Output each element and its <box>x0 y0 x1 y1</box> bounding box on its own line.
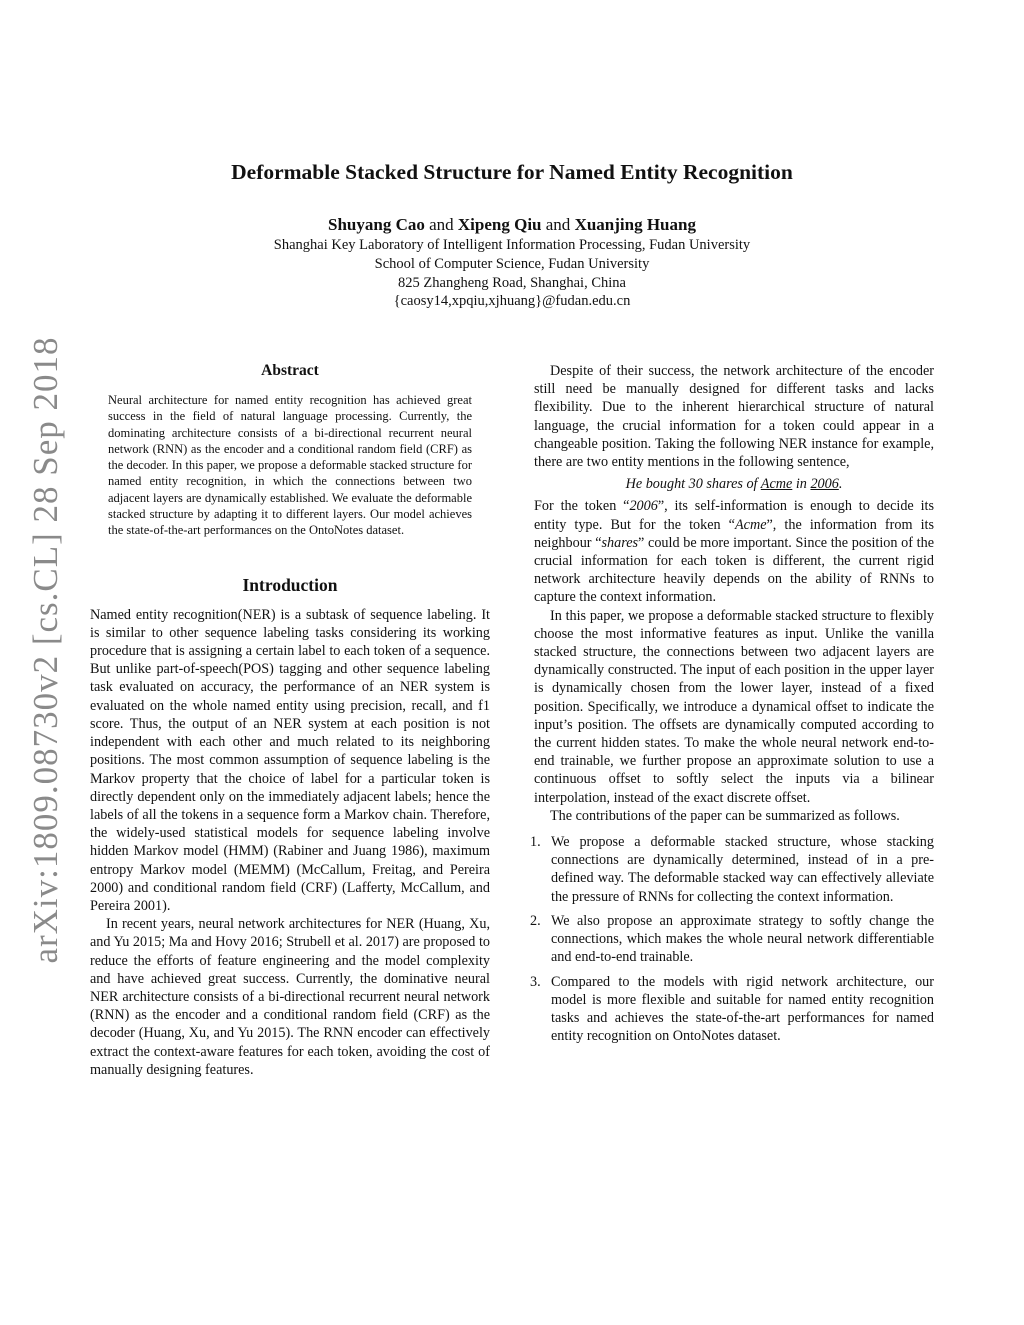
affiliation-line: 825 Zhangheng Road, Shanghai, China <box>398 274 626 291</box>
intro-paragraph-2: In recent years, neural network architectures for NER (Huang, Xu, and Yu 2015; Ma and Hovy 2016; Strubell et al. 2017) are proposed to reduce the efforts of feature engineering and the model complexity and have achieved great success. Currently, the dominative neural NER architecture consists of a bi-directional recurrent neural network (RNN) as the encoder and a conditional random field (CRF) as the decoder (Huang, Xu, and Yu 2015). The RNN encoder can effectively extract the context-aware features for each token, avoiding the cost of manually designing features. <box>90 916 490 1078</box>
left-column <box>90 362 490 1079</box>
affiliation-line: Shanghai Key Laboratory of Intelligent Information Processing, Fudan University <box>273 237 751 253</box>
author-2: Xipeng Qiu <box>457 215 542 234</box>
example-sentence <box>534 475 934 493</box>
author-3: Xuanjing Huang <box>574 215 696 234</box>
intro-paragraph-3: Despite of their success, the network architecture of the encoder still need be manually designed for different tasks and lacks flexibility. Due to the inherent hierarchical structure of natural language, the crucial information for a token could appear in a changeable position. Taking the following NER instance for example, there are two entity mentions in the following sentence, <box>534 363 934 471</box>
contribution-text: We propose a deformable stacked structure, whose stacking connections are dynamically determined, instead of in a pre-defined way. The deformable stacked way can effectively alleviate the pressure of RNNs for collecting the context information. <box>551 834 934 905</box>
contribution-text: Compared to the models with rigid network architecture, our model is more flexible and suitable for named entity recognition tasks and achieves the state-of-the-art performances for named entity recognition on OntoNotes dataset. <box>551 973 934 1045</box>
introduction-heading: Introduction <box>242 574 338 595</box>
example-entity-2006: 2006 <box>810 476 839 493</box>
abstract-text: Neural architecture for named entity recognition has achieved great success in the field of natural language processing. Currently, the dominating architecture consists of a bi-directional recurrent neural network (RNN) as the encoder and a conditional random field (CRF) as the decoder. In this paper, we propose a deformable stacked structure for named entity recognition, in which the connections between two adjacent layers are dynamically established. We evaluate the deformable stacked structure by adapting it to different layers. Our model achieves the state-of-the-art performances on the OntoNotes dataset. <box>108 393 472 538</box>
arxiv-identifier: arXiv:1809.08730v2 [cs.CL] 28 Sep 2018 <box>26 336 65 964</box>
paragraph-text: ”, the information from its neighbour “ <box>534 516 934 551</box>
author-1: Shuyang Cao <box>328 215 425 234</box>
token-acme: Acme <box>734 516 767 533</box>
contribution-text: We also propose an approximate strategy to softly change the connections, which makes the whole neural network differentiable and end-to-end trainable. <box>551 912 934 966</box>
author-separator: and <box>545 215 571 234</box>
author-line <box>0 215 1024 235</box>
token-2006: 2006 <box>629 498 658 515</box>
list-number: 3. <box>530 973 541 990</box>
contribution-item <box>530 973 934 1046</box>
example-entity-acme: Acme <box>760 476 793 493</box>
intro-paragraph-6: The contributions of the paper can be summarized as follows. <box>550 807 900 824</box>
intro-paragraph-5: In this paper, we propose a deformable stacked structure to flexibly choose the most informative features as input. Unlike the vanilla stacked structure, the connections between two adjacent layers are dynamically constructed. The input of each position in the upper layer is dynamically chosen from the lower layer, instead of a fixed position. Specifically, we introduce a dynamical offset to indicate the input’s position. The offsets are dynamically computed according to the current hidden states. To make the whole neural network end-to-end trainable, we further propose an approximate solution to use a continuous offset to softly select the inputs via a bilinear interpolation, instead of the exact discrete offset. <box>534 607 934 806</box>
example-text: . <box>838 476 843 493</box>
abstract-heading: Abstract <box>261 362 319 379</box>
intro-paragraph-4 <box>534 497 934 606</box>
affiliation-block <box>0 236 1024 311</box>
author-separator: and <box>429 215 454 234</box>
author-emails: {caosy14,xpqiu,xjhuang}@fudan.edu.cn <box>393 293 631 310</box>
list-number: 1. <box>530 834 541 851</box>
contribution-item <box>530 912 934 967</box>
example-text: in <box>792 476 811 493</box>
intro-paragraph-1: Named entity recognition(NER) is a subtask of sequence labeling. It is similar to other sequence labeling tasks considering its working procedure that is assigning a certain label to each token of a sequence. But unlike part-of-speech(POS) tagging and other sequence labeling task evaluated on accuracy, the performance of an NER system is evaluated on the whole named entity using precision, recall, and f1 score. Thus, the output of an NER system at each position is not independent with each other and much related to its neighboring positions. The most common assumption of sequence labeling is the Markov property that the choice of label for a particular token is directly dependent only on the immediately adjacent labels; hence the labels of all the tokens in a sequence form a Markov chain. Therefore, the widely-used statistical models for sequence labeling involve hidden Markov model (HMM) (Rabiner and Juang 1986), maximum entropy Markov model (MEMM) (McCallum, Freitag, and Pereira 2000) and conditional random field (CRF) (Lafferty, McCallum, and Pereira 2001). <box>90 606 490 914</box>
paragraph-text: ” could be more important. Since the position of the crucial information for each token is different, the current rigid network architecture heavily depends on the ability of RNNs to capture the context information. <box>534 534 935 606</box>
list-number: 2. <box>530 912 541 929</box>
contribution-item <box>530 833 934 906</box>
contributions-list <box>530 833 934 1045</box>
example-text: He bought 30 shares of <box>625 476 761 493</box>
paper-title: Deformable Stacked Structure for Named Entity Recognition <box>231 160 793 184</box>
affiliation-line: School of Computer Science, Fudan University <box>374 255 650 272</box>
token-shares: shares <box>601 534 639 551</box>
paragraph-text: For the token “ <box>534 498 630 515</box>
right-column <box>530 362 935 1051</box>
paragraph-text: ”, its self-information is enough to decide its entity type. But for the token “ <box>534 498 934 533</box>
